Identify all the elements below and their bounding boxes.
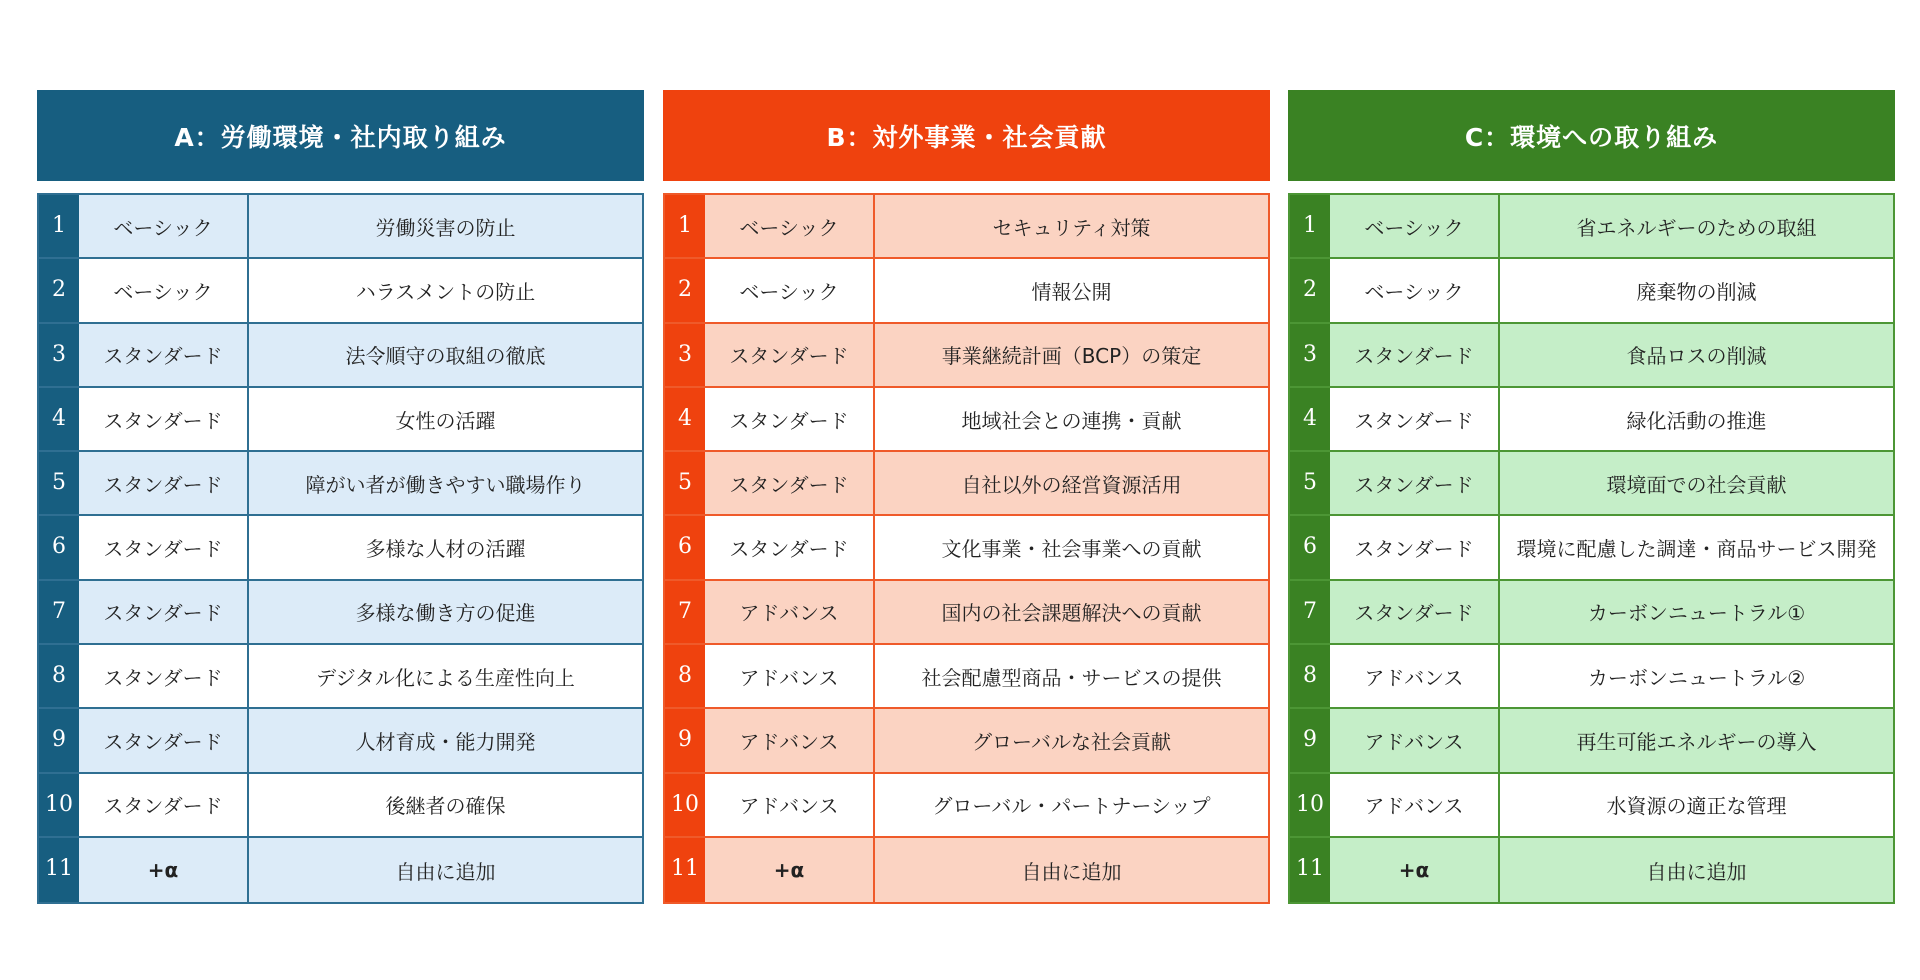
row-level: +α: [1330, 838, 1500, 902]
row-level: スタンダード: [1330, 452, 1500, 514]
row-level: アドバンス: [705, 709, 875, 771]
row-level: ベーシック: [1330, 195, 1500, 257]
row-level: アドバンス: [705, 645, 875, 707]
row-item: 水資源の適正な管理: [1500, 774, 1893, 836]
table-row: [1290, 838, 1893, 902]
row-item: グローバル・パートナーシップ: [875, 774, 1268, 836]
table-row: [665, 388, 1268, 452]
row-number: 11: [665, 838, 705, 902]
row-item: 多様な働き方の促進: [249, 581, 642, 643]
row-item: セキュリティ対策: [875, 195, 1268, 257]
panel-c-title: C：環境への取り組み: [1288, 90, 1895, 181]
row-number: 7: [39, 581, 79, 643]
row-level: スタンダード: [705, 516, 875, 578]
table-row: [39, 324, 642, 388]
table-row: [665, 645, 1268, 709]
row-item: 再生可能エネルギーの導入: [1500, 709, 1893, 771]
table-row: [665, 259, 1268, 323]
row-number: 4: [665, 388, 705, 450]
panel-b-title: B：対外事業・社会貢献: [663, 90, 1270, 181]
row-level: +α: [79, 838, 249, 902]
row-item: 情報公開: [875, 259, 1268, 321]
row-level: スタンダード: [79, 452, 249, 514]
table-row: [39, 645, 642, 709]
row-level: ベーシック: [1330, 259, 1500, 321]
table-row: [39, 709, 642, 773]
row-item: デジタル化による生産性向上: [249, 645, 642, 707]
row-number: 4: [1290, 388, 1330, 450]
table-row: [665, 452, 1268, 516]
row-level: アドバンス: [705, 774, 875, 836]
row-item: 女性の活躍: [249, 388, 642, 450]
row-level: スタンダード: [1330, 581, 1500, 643]
row-item: 廃棄物の削減: [1500, 259, 1893, 321]
row-item: 省エネルギーのための取組: [1500, 195, 1893, 257]
row-level: ベーシック: [705, 259, 875, 321]
row-level: スタンダード: [1330, 516, 1500, 578]
row-number: 9: [1290, 709, 1330, 771]
row-level: ベーシック: [705, 195, 875, 257]
row-number: 5: [1290, 452, 1330, 514]
row-item: 自由に追加: [875, 838, 1268, 902]
table-row: [665, 516, 1268, 580]
table-row: [39, 838, 642, 902]
table-row: [39, 195, 642, 259]
row-item: 環境面での社会貢献: [1500, 452, 1893, 514]
row-level: スタンダード: [79, 516, 249, 578]
table-row: [39, 774, 642, 838]
table-row: [665, 324, 1268, 388]
row-item: 自社以外の経営資源活用: [875, 452, 1268, 514]
row-number: 6: [1290, 516, 1330, 578]
row-level: スタンダード: [705, 388, 875, 450]
row-level: スタンダード: [79, 324, 249, 386]
table-row: [39, 259, 642, 323]
row-number: 2: [1290, 259, 1330, 321]
panel-a: [37, 90, 644, 904]
row-level: スタンダード: [79, 581, 249, 643]
row-item: 人材育成・能力開発: [249, 709, 642, 771]
row-level: ベーシック: [79, 259, 249, 321]
row-item: 環境に配慮した調達・商品サービス開発: [1500, 516, 1893, 578]
row-level: アドバンス: [1330, 709, 1500, 771]
row-level: アドバンス: [1330, 774, 1500, 836]
table-row: [665, 774, 1268, 838]
table-row: [1290, 709, 1893, 773]
table-row: [39, 516, 642, 580]
row-number: 6: [39, 516, 79, 578]
row-level: アドバンス: [1330, 645, 1500, 707]
table-row: [1290, 388, 1893, 452]
table-row: [39, 452, 642, 516]
row-number: 1: [1290, 195, 1330, 257]
table-row: [1290, 195, 1893, 259]
row-number: 3: [665, 324, 705, 386]
row-level: スタンダード: [79, 645, 249, 707]
row-item: カーボンニュートラル①: [1500, 581, 1893, 643]
panel-b-table: [663, 193, 1270, 904]
table-row: [39, 581, 642, 645]
row-number: 4: [39, 388, 79, 450]
table-row: [1290, 516, 1893, 580]
row-item: 後継者の確保: [249, 774, 642, 836]
row-item: 食品ロスの削減: [1500, 324, 1893, 386]
row-number: 2: [39, 259, 79, 321]
table-row: [1290, 774, 1893, 838]
row-item: 緑化活動の推進: [1500, 388, 1893, 450]
row-level: スタンダード: [1330, 388, 1500, 450]
panel-c: [1288, 90, 1895, 904]
row-number: 5: [39, 452, 79, 514]
row-item: グローバルな社会貢献: [875, 709, 1268, 771]
row-item: 文化事業・社会事業への貢献: [875, 516, 1268, 578]
row-number: 11: [1290, 838, 1330, 902]
row-item: 地域社会との連携・貢献: [875, 388, 1268, 450]
row-level: アドバンス: [705, 581, 875, 643]
row-number: 9: [665, 709, 705, 771]
row-number: 10: [1290, 774, 1330, 836]
row-number: 3: [1290, 324, 1330, 386]
panel-c-table: [1288, 193, 1895, 904]
panel-a-table: [37, 193, 644, 904]
row-number: 9: [39, 709, 79, 771]
row-level: スタンダード: [705, 452, 875, 514]
row-number: 2: [665, 259, 705, 321]
row-level: スタンダード: [79, 388, 249, 450]
table-row: [665, 195, 1268, 259]
table-row: [1290, 452, 1893, 516]
row-number: 8: [39, 645, 79, 707]
row-number: 1: [39, 195, 79, 257]
table-row: [1290, 259, 1893, 323]
row-level: スタンダード: [79, 709, 249, 771]
table-row: [1290, 645, 1893, 709]
row-number: 7: [665, 581, 705, 643]
row-item: 自由に追加: [249, 838, 642, 902]
row-item: 法令順守の取組の徹底: [249, 324, 642, 386]
row-number: 1: [665, 195, 705, 257]
row-item: ハラスメントの防止: [249, 259, 642, 321]
panel-a-title: A：労働環境・社内取り組み: [37, 90, 644, 181]
row-item: 自由に追加: [1500, 838, 1893, 902]
row-number: 8: [1290, 645, 1330, 707]
row-item: 多様な人材の活躍: [249, 516, 642, 578]
row-level: スタンダード: [705, 324, 875, 386]
row-number: 3: [39, 324, 79, 386]
table-row: [665, 838, 1268, 902]
table-row: [39, 388, 642, 452]
table-row: [665, 709, 1268, 773]
row-level: +α: [705, 838, 875, 902]
row-number: 7: [1290, 581, 1330, 643]
row-level: スタンダード: [1330, 324, 1500, 386]
row-item: 社会配慮型商品・サービスの提供: [875, 645, 1268, 707]
panel-b: [663, 90, 1270, 904]
row-number: 10: [39, 774, 79, 836]
row-item: 障がい者が働きやすい職場作り: [249, 452, 642, 514]
row-number: 10: [665, 774, 705, 836]
row-item: 国内の社会課題解決への貢献: [875, 581, 1268, 643]
row-item: 事業継続計画（BCP）の策定: [875, 324, 1268, 386]
table-row: [665, 581, 1268, 645]
row-level: ベーシック: [79, 195, 249, 257]
row-item: 労働災害の防止: [249, 195, 642, 257]
row-number: 5: [665, 452, 705, 514]
row-item: カーボンニュートラル②: [1500, 645, 1893, 707]
row-level: スタンダード: [79, 774, 249, 836]
row-number: 11: [39, 838, 79, 902]
row-number: 6: [665, 516, 705, 578]
table-row: [1290, 324, 1893, 388]
row-number: 8: [665, 645, 705, 707]
table-row: [1290, 581, 1893, 645]
